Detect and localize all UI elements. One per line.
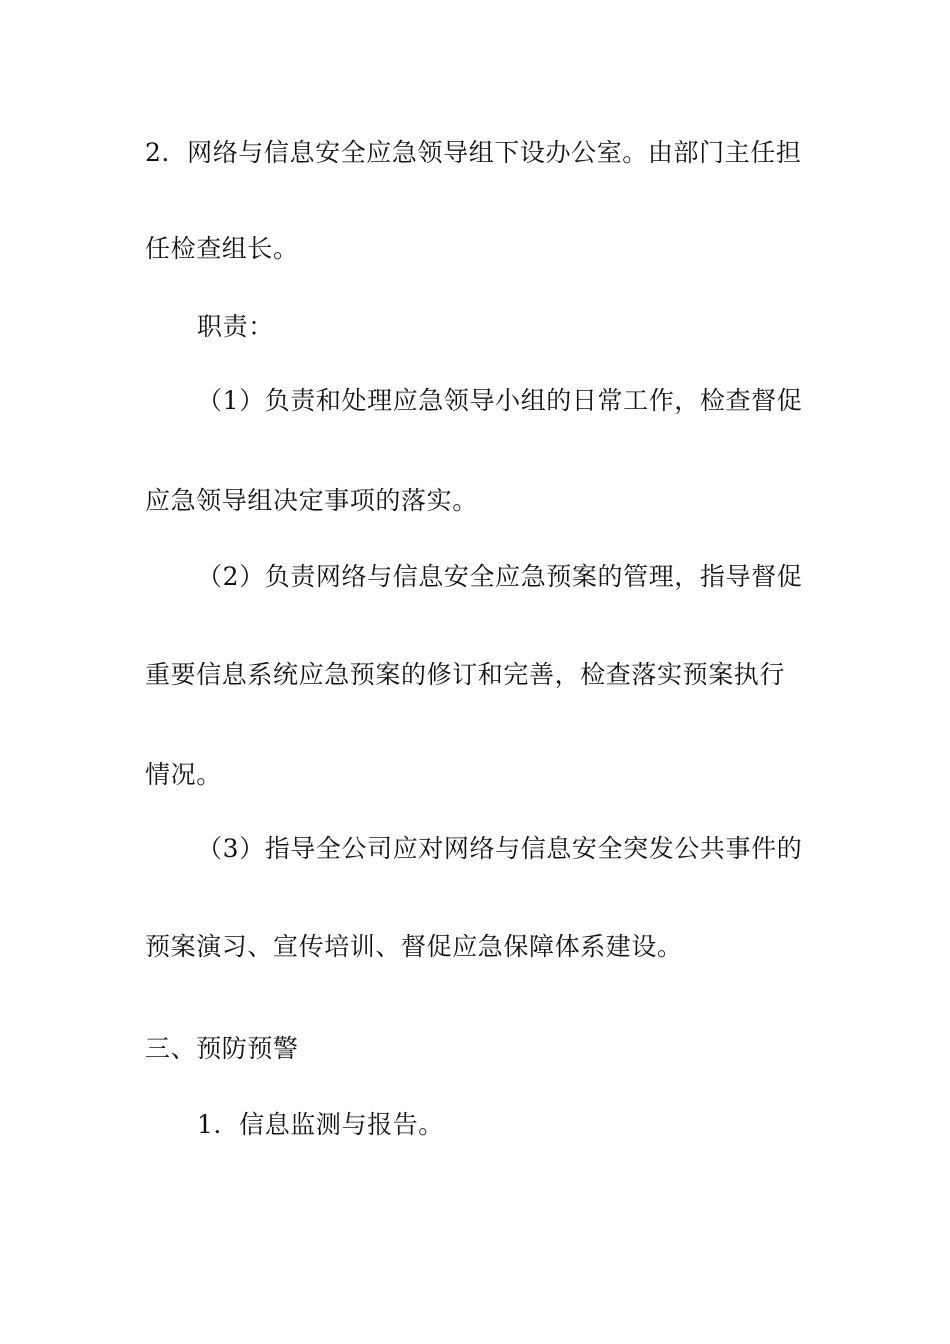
paragraph-line: 重要信息系统应急预案的修订和完善，检查落实预案执行	[145, 660, 786, 689]
paragraph-line: 预案演习、宣传培训、督促应急保障体系建设。	[145, 932, 683, 961]
subsection-heading: 1．信息监测与报告。	[197, 1110, 444, 1139]
paragraph-line: 2．网络与信息安全应急领导组下设办公室。由部门主任担	[145, 138, 802, 167]
paragraph-line: 情况。	[145, 760, 222, 789]
list-item-line: （3）指导全公司应对网络与信息安全突发公共事件的	[197, 834, 803, 863]
section-label: 职责：	[197, 312, 274, 341]
section-heading: 三、预防预警	[145, 1034, 299, 1063]
paragraph-line: 应急领导组决定事项的落实。	[145, 486, 478, 515]
list-item-line: （1）负责和处理应急领导小组的日常工作，检查督促	[197, 386, 803, 415]
list-item-line: （2）负责网络与信息安全应急预案的管理，指导督促	[197, 562, 803, 591]
paragraph-line: 任检查组长。	[145, 234, 299, 263]
